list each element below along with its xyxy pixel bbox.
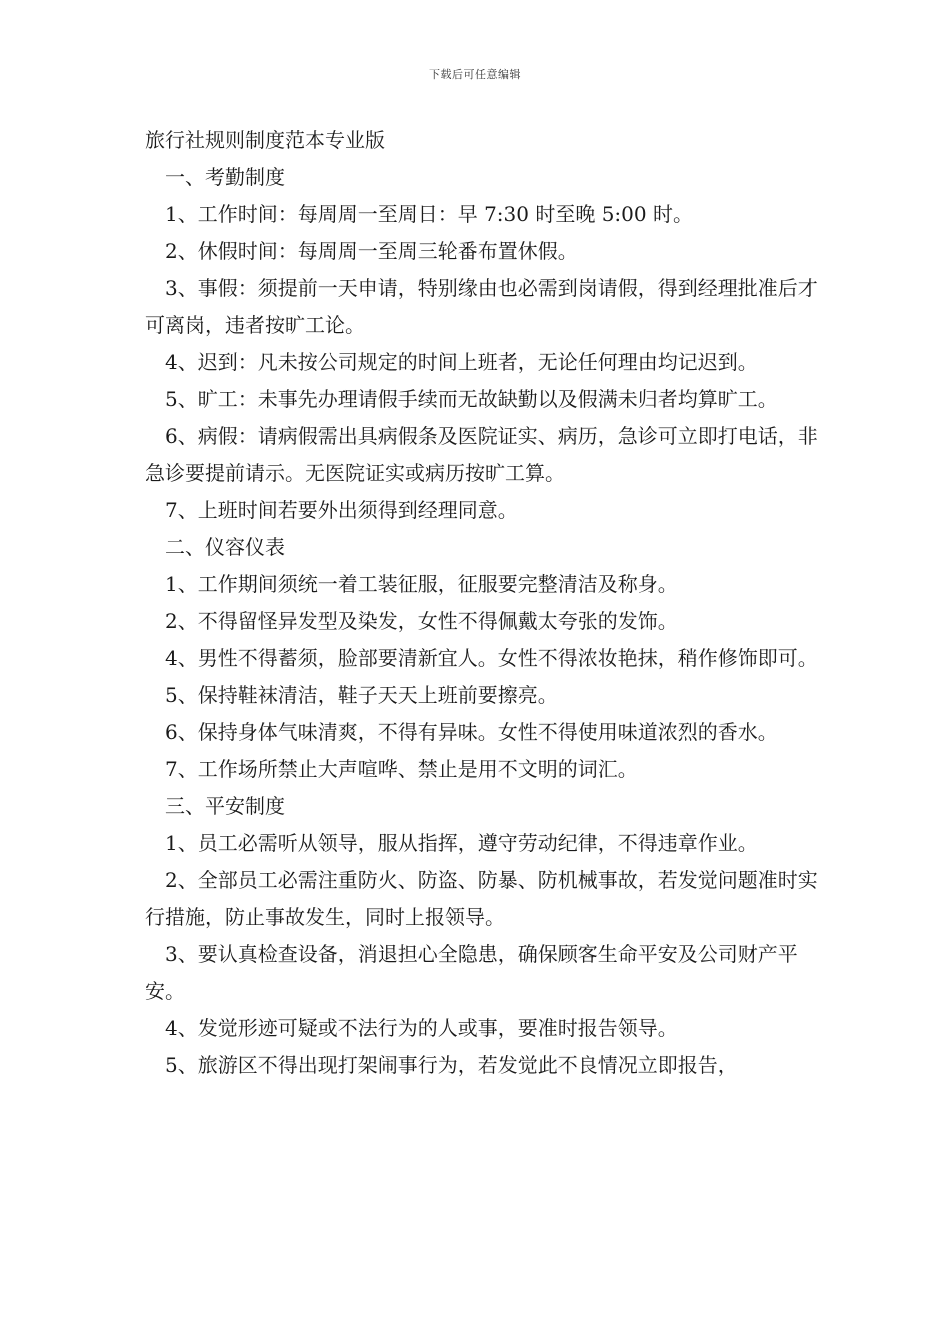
section-heading-appearance: 二、仪容仪表 [165, 535, 285, 559]
paragraph: 2、不得留怪异发型及染发，女性不得佩戴太夸张的发饰。 [165, 609, 678, 633]
document-body [145, 122, 825, 1084]
paragraph: 3、要认真检查设备，消退担心全隐患，确保顾客生命平安及公司财产平安。 [145, 942, 798, 1003]
paragraph: 5、保持鞋袜清洁，鞋子天天上班前要擦亮。 [165, 683, 558, 707]
paragraph: 4、迟到：凡未按公司规定的时间上班者，无论任何理由均记迟到。 [165, 350, 758, 374]
paragraph: 5、旷工：未事先办理请假手续而无故缺勤以及假满未归者均算旷工。 [165, 387, 778, 411]
paragraph: 4、发觉形迹可疑或不法行为的人或事，要准时报告领导。 [165, 1016, 678, 1040]
paragraph: 7、工作场所禁止大声喧哗、禁止是用不文明的词汇。 [165, 757, 638, 781]
paragraph: 4、男性不得蓄须，脸部要清新宜人。女性不得浓妆艳抹，稍作修饰即可。 [165, 646, 818, 670]
document-title: 旅行社规则制度范本专业版 [145, 128, 385, 152]
paragraph: 2、全部员工必需注重防火、防盗、防暴、防机械事故，若发觉问题准时实行措施，防止事故发生，同时上报领导。 [145, 868, 818, 929]
section-heading-safety: 三、平安制度 [165, 794, 285, 818]
paragraph: 7、上班时间若要外出须得到经理同意。 [165, 498, 518, 522]
paragraph: 2、休假时间：每周周一至周三轮番布置休假。 [165, 239, 578, 263]
paragraph: 6、病假：请病假需出具病假条及医院证实、病历，急诊可立即打电话，非急诊要提前请示。无医院证实或病历按旷工算。 [145, 424, 818, 485]
paragraph: 5、旅游区不得出现打架闹事行为，若发觉此不良情况立即报告， [165, 1053, 738, 1077]
paragraph: 1、员工必需听从领导，服从指挥，遵守劳动纪律，不得违章作业。 [165, 831, 758, 855]
section-heading-attendance: 一、考勤制度 [165, 165, 285, 189]
paragraph: 1、工作时间：每周周一至周日：早 7:30 时至晚 5:00 时。 [165, 202, 693, 226]
paragraph: 1、工作期间须统一着工装征服，征服要完整清洁及称身。 [165, 572, 678, 596]
paragraph: 6、保持身体气味清爽，不得有异味。女性不得使用味道浓烈的香水。 [165, 720, 778, 744]
paragraph: 3、事假：须提前一天申请，特别缘由也必需到岗请假，得到经理批准后才可离岗，违者按旷工论。 [145, 276, 818, 337]
page-header: 下载后可任意编辑 [429, 68, 521, 81]
